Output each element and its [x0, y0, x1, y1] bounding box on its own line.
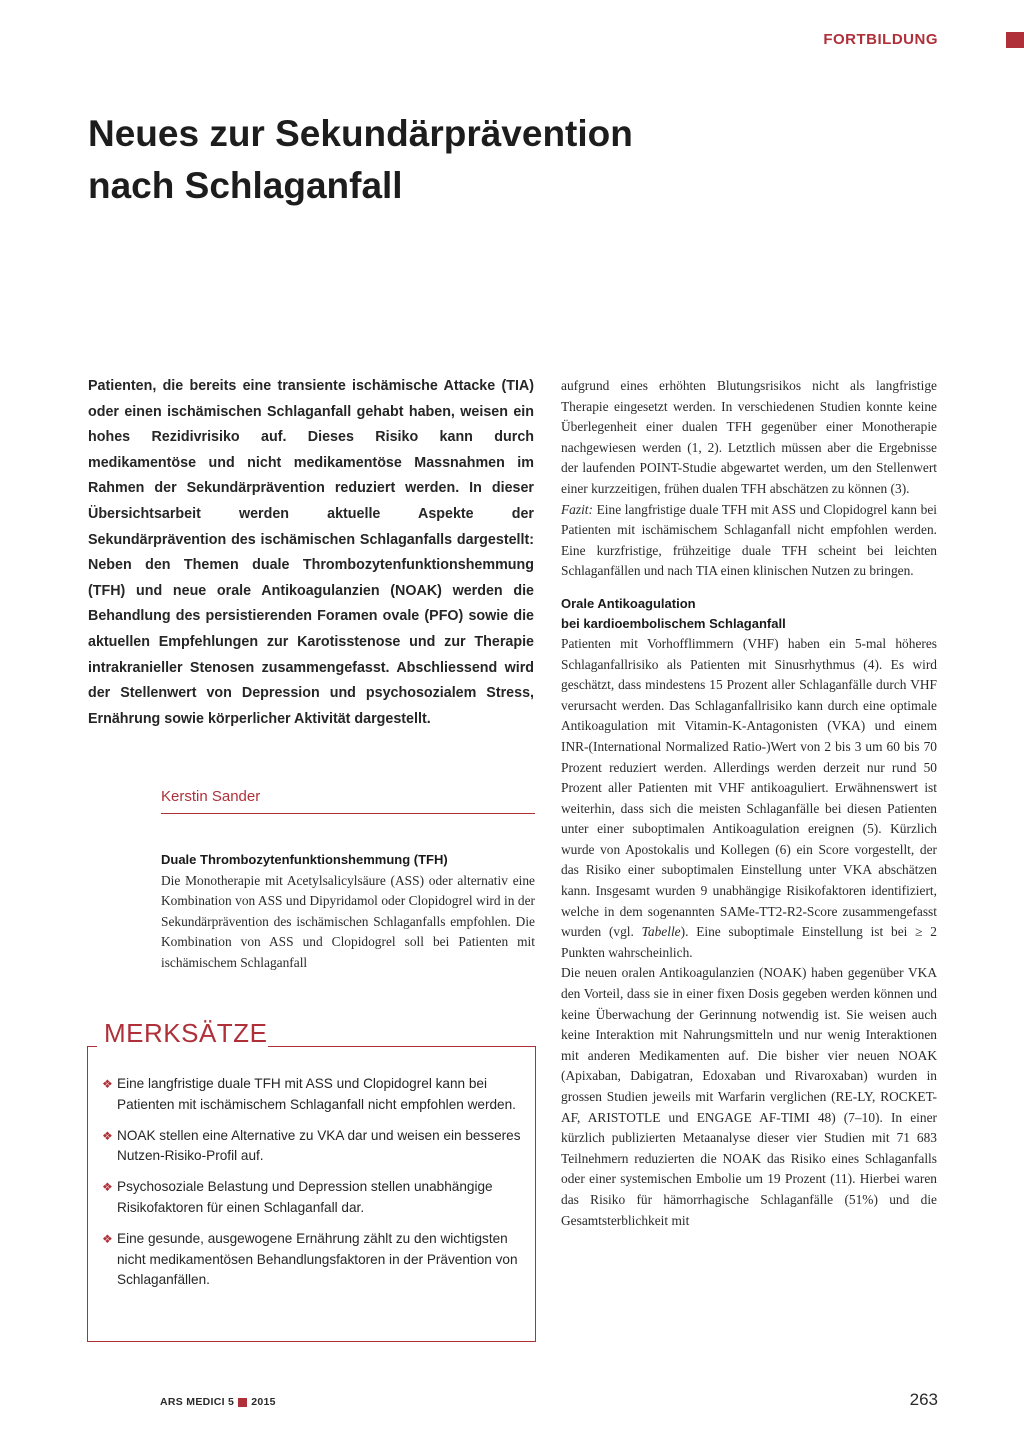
fazit-text: Eine langfristige duale TFH mit ASS und Clopidogrel kann bei Patienten mit ischämischem Schlaganfall nicht empfohlen werden. Eine kurzfristige, frühzeitige duale TFH scheint bei leichten Schlaganfällen und nach TIA einen klinischen Nutzen zu bringen. — [561, 501, 937, 579]
title-line-2: nach Schlaganfall — [88, 165, 403, 206]
middle-column — [161, 850, 535, 974]
right-column — [561, 376, 937, 1231]
section-heading-oak-line-2: bei kardioembolischem Schlaganfall — [561, 615, 786, 631]
merksaetze-rule-left — [87, 1046, 97, 1047]
right-paragraph-3: Die neuen oralen Antikoagulanzien (NOAK) haben gegenüber VKA den Vorteil, dass sie in einer fixen Dosis gegeben werden können und keine Überwachung der Gerinnung notwendig ist. Sie weisen auch keine Interaktion mit Nahrungsmitteln und nur wenig Interaktionen mit anderen Medikamenten auf. Die bisher vier neuen NOAK (Apixaban, Dabigatran, Edoxaban und Rivaroxaban) wurden in grossen Studien jeweils mit Warfarin verglichen (RE-LY, ROCKET-AF, ARISTOTLE und ENGAGE AF-TIMI 48) (7–10). In einer kürzlich publizierten Metaanalyse dieser vier Studien mit 71 683 Teilnehmern reduzierten die NOAK das Risiko eines Schlaganfalls oder einer systemischen Embolie um 19 Prozent (11). Hierbei waren das Risiko für hämorrhagische Schlaganfälle (51%) und die Gesamtsterblichkeit mit — [561, 965, 937, 1228]
diamond-bullet-icon: ❖ — [102, 1077, 113, 1091]
merksaetze-item — [102, 1126, 522, 1168]
right-paragraph-2-part-b: ). Eine suboptimale Einstellung ist bei ≥ 2 Punkten wahrscheinlich. — [561, 924, 937, 960]
section-marker — [1006, 32, 1024, 48]
right-paragraph-1: aufgrund eines erhöhten Blutungsrisikos nicht als langfristige Therapie eingesetzt werden. In verschiedenen Studien konnte keine Überlegenheit einer dualen TFH gegenüber einer Monotherapie nachgewiesen werden (1, 2). Letztlich müssen aber die Ergebnisse der laufenden POINT-Studie abgewartet werden, um den Stellenwert einer kurzzeitigen, frühen dualen TFH abschätzen zu können (3). — [561, 378, 937, 496]
author-name: Kerstin Sander — [161, 788, 535, 814]
section-heading-oak — [561, 594, 937, 634]
merksaetze-item — [102, 1074, 522, 1116]
lead-paragraph: Patienten, die bereits eine transiente ischämische Attacke (TIA) oder einen ischämischen Schlaganfall gehabt haben, weisen ein hohes Rezidivrisiko auf. Dieses Risiko kann durch medikamentöse und nicht medikamentöse Massnahmen im Rahmen der Sekundärprävention reduziert werden. In dieser Übersichtsarbeit werden aktuelle Aspekte der Sekundärprävention des ischämischen Schlaganfalls dargestellt: Neben den Themen duale Thrombozytenfunktionshemmung (TFH) und neue orale Antikoagulanzien (NOAK) werden die Behandlung des persistierenden Foramen ovale (PFO) sowie die aktuellen Empfehlungen zur Karotisstenose und zur Therapie intrakranieller Stenosen zusammengefasst. Abschliessend wird der Stellenwert von Depression und psychosozialem Stress, Ernährung sowie körperlicher Aktivität dargestellt. — [88, 378, 534, 727]
right-paragraph-2 — [561, 634, 937, 964]
footer-square-icon — [238, 1398, 247, 1407]
page-number: 263 — [909, 1390, 938, 1409]
diamond-bullet-icon: ❖ — [102, 1180, 113, 1195]
article-title — [88, 108, 728, 212]
journal-year: 2015 — [251, 1396, 276, 1408]
title-line-1: Neues zur Sekundärprävention — [88, 113, 633, 154]
merksaetze-item-text: Eine gesunde, ausgewogene Ernährung zählt zu den wichtigsten nicht medikamentösen Behandlungsfaktoren in der Prävention von Schlaganfällen. — [117, 1230, 518, 1288]
merksaetze-item-text: Psychosoziale Belastung und Depression stellen unabhängige Risikofaktoren für einen Schlaganfall dar. — [117, 1179, 493, 1215]
diamond-bullet-icon: ❖ — [102, 1128, 113, 1143]
merksaetze-item-text: NOAK stellen eine Alternative zu VKA dar und weisen ein besseres Nutzen-Risiko-Profil auf. — [117, 1127, 521, 1164]
merksaetze-rule-right — [268, 1046, 536, 1047]
merksaetze-item — [102, 1229, 522, 1291]
fazit-paragraph — [561, 500, 937, 582]
section-heading-oak-line-1: Orale Antikoagulation — [561, 595, 696, 611]
fazit-label: Fazit: — [561, 501, 593, 517]
section-heading-tfh: Duale Thrombozytenfunktionshemmung (TFH) — [161, 852, 448, 867]
table-reference: Tabelle — [641, 924, 681, 940]
merksaetze-title: MERKSÄTZE — [104, 1018, 268, 1048]
footer-journal — [160, 1396, 276, 1408]
section-label: FORTBILDUNG — [823, 31, 938, 48]
merksaetze-item — [102, 1177, 522, 1219]
merksaetze-item-text: Eine langfristige duale TFH mit ASS und Clopidogrel kann bei Patienten mit ischämischem Schlaganfall nicht empfohlen werden. — [117, 1076, 516, 1112]
journal-name: ARS MEDICI 5 — [160, 1396, 235, 1408]
merksaetze-list — [102, 1074, 522, 1301]
section-text-tfh: Die Monotherapie mit Acetylsalicylsäure (ASS) oder alternativ eine Kombination von ASS und Dipyridamol oder Clopidogrel wird in der Sekundärprävention des ischämischen Schlaganfalls empfohlen. Die Kombination von ASS und Clopidogrel soll bei Patienten mit ischämischem Schlaganfall — [161, 872, 535, 970]
right-paragraph-2-part-a: Patienten mit Vorhofflimmern (VHF) haben ein 5-mal höheres Schlaganfallrisiko als Patienten mit Sinusrhythmus (4). Es wird geschätzt, dass mindestens 15 Prozent aller Schlaganfälle durch VHF verursacht werden. Das Schlaganfallrisiko kann durch eine optimale Antikoagulation mit Vitamin-K-Antagonisten (VKA) und einem INR-(International Normalized Ratio-)Wert von 2 bis 3 um 60 bis 70 Prozent reduziert werden. Allerdings werden derzeit nur rund 50 Prozent aller Patienten mit VHF antikoaguliert. Erwähnenswert ist weiterhin, dass sich die meisten Schlaganfälle bei diesen Patienten unter einer suboptimalen Antikoagulation ereignen (5). Kürzlich wurde von Apostokalis und Kollegen (6) ein Score vorgestellt, der das Risiko einer suboptimalen Einstellung unter VKA abschätzen kann. Insgesamt wurden 9 unabhängige Risikofaktoren identifiziert, welche in dem sogenannten SAMe-TT2-R2-Score zusammengefasst wurden (vgl. — [561, 635, 937, 940]
diamond-bullet-icon: ❖ — [102, 1231, 113, 1246]
